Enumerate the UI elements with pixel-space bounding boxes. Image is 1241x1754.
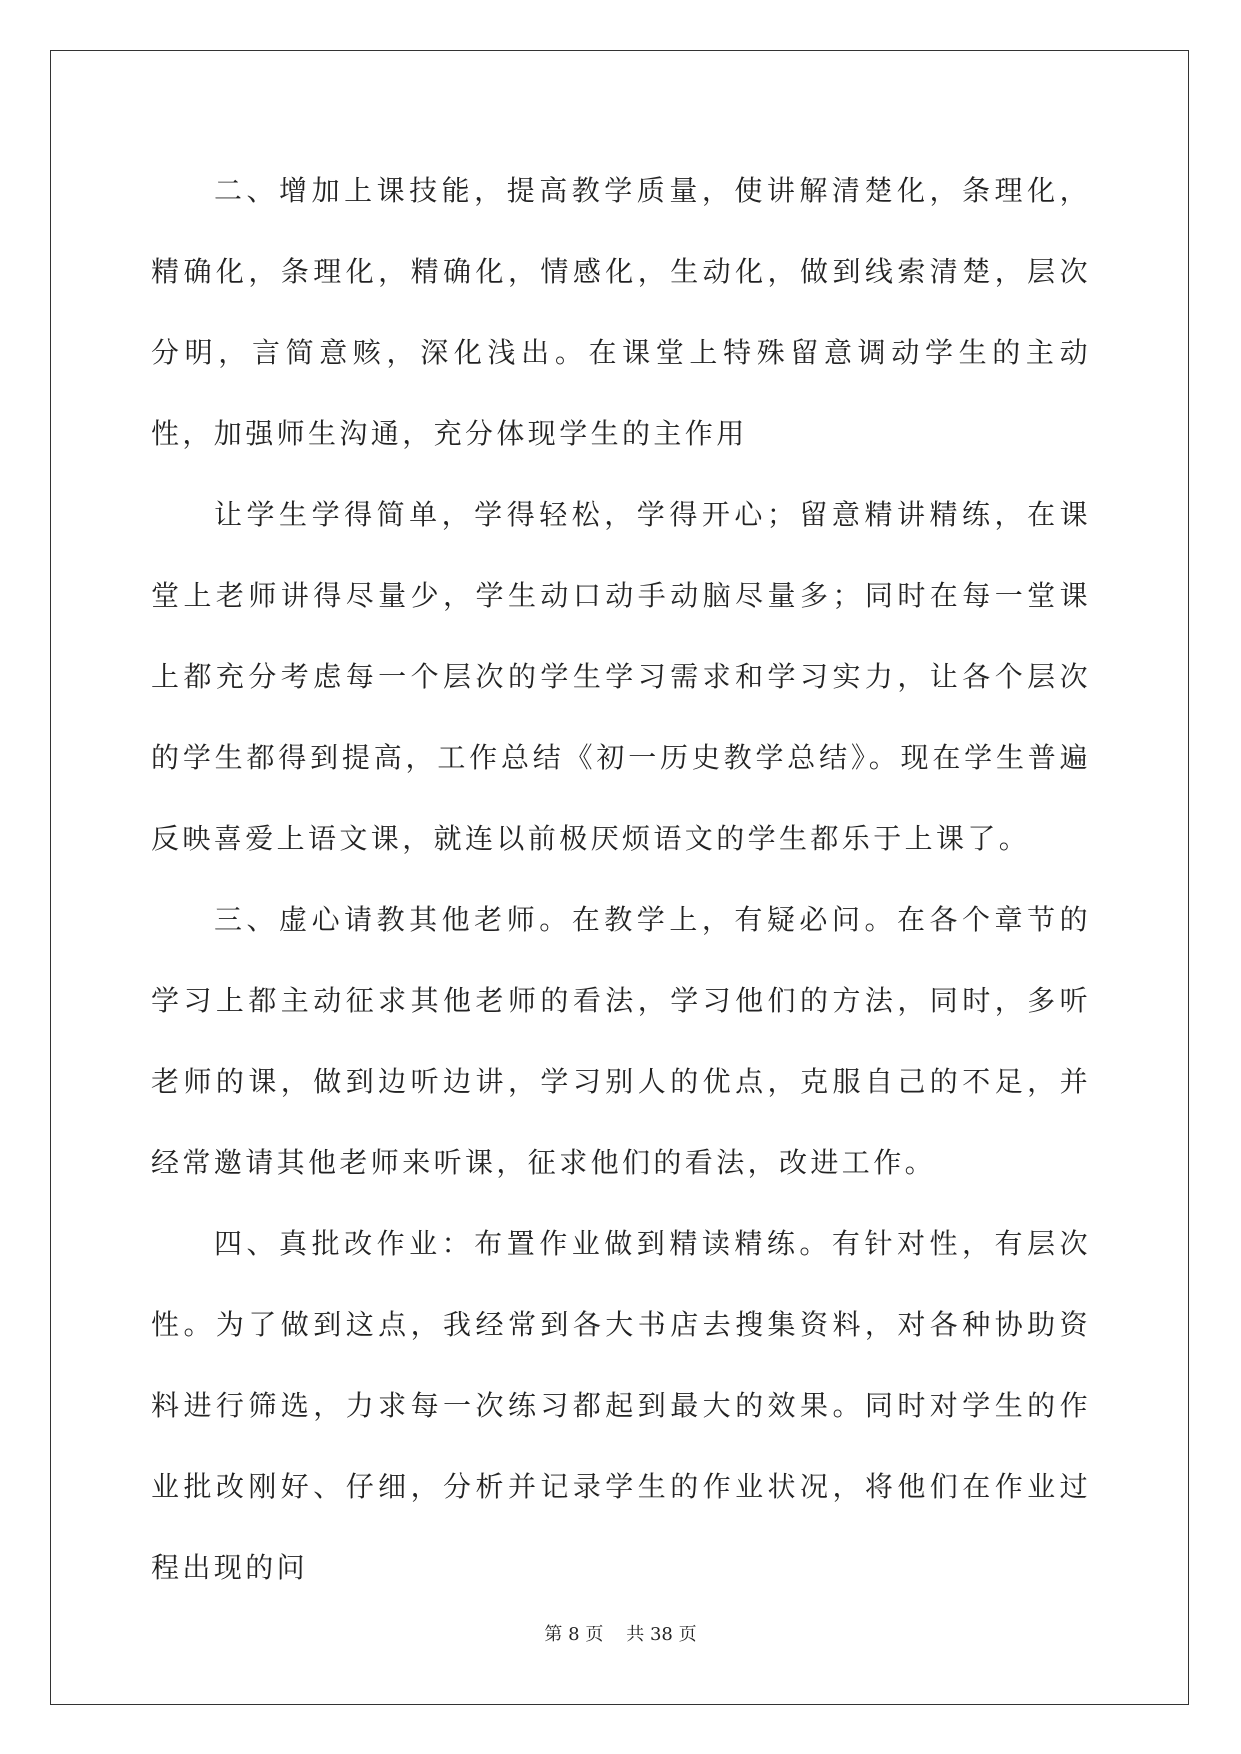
page-footer	[0, 1620, 1241, 1646]
paragraph-section-two: 二、增加上课技能，提高教学质量，使讲解清楚化，条理化，精确化，条理化，精确化，情感化，生动化，做到线索清楚，层次分明，言简意赅，深化浅出。在课堂上特殊留意调动学生的主动性，加强师生沟通，充分体现学生的主作用	[151, 174, 1091, 450]
paragraph-student-learning: 让学生学得简单，学得轻松，学得开心；留意精讲精练，在课堂上老师讲得尽量少，学生动口动手动脑尽量多；同时在每一堂课上都充分考虑每一个层次的学生学习需求和学习实力，让各个层次的学生都得到提高，工作总结《初一历史教学总结》。现在学生普遍反映喜爱上语文课，就连以前极厌烦语文的学生都乐于上课了。	[151, 498, 1091, 855]
page-number: 第 8 页	[544, 1624, 604, 1645]
paragraph-section-three: 三、虚心请教其他老师。在教学上，有疑必问。在各个章节的学习上都主动征求其他老师的看法，学习他们的方法，同时，多听老师的课，做到边听边讲，学习别人的优点，克服自己的不足，并经常邀请其他老师来听课，征求他们的看法，改进工作。	[151, 903, 1091, 1179]
document-body	[151, 150, 1091, 1608]
paragraph-section-four: 四、真批改作业：布置作业做到精读精练。有针对性，有层次性。为了做到这点，我经常到各大书店去搜集资料，对各种协助资料进行筛选，力求每一次练习都起到最大的效果。同时对学生的作业批改刚好、仔细，分析并记录学生的作业状况，将他们在作业过程出现的问	[151, 1227, 1091, 1584]
page-total: 共 38 页	[626, 1624, 697, 1645]
